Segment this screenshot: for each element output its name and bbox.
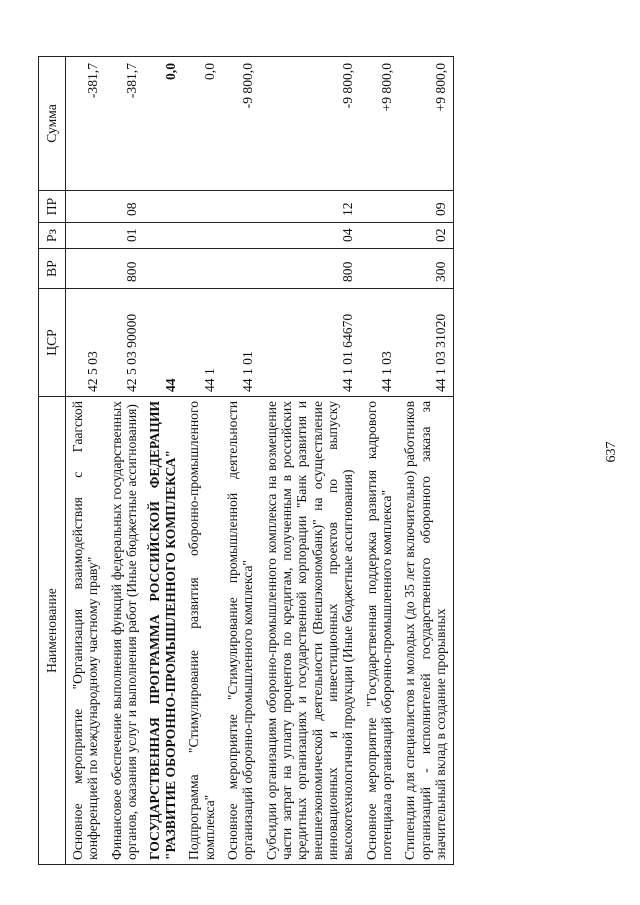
row-csr: 42 5 03 90000 xyxy=(105,289,144,397)
row-csr: 44 xyxy=(143,289,182,397)
table-row xyxy=(66,57,105,865)
row-rz: 01 xyxy=(105,223,144,249)
row-vr xyxy=(360,249,399,289)
row-name: Стипендии для специалистов и молодых (до 35 лет включительно) работников организаций - исполнителей государственного оборонного заказа за значительный вклад в создание прорывных xyxy=(398,397,453,865)
row-sum: -9 800,0 xyxy=(221,57,260,191)
header-name: Наименование xyxy=(39,397,66,865)
row-sum: -381,7 xyxy=(66,57,105,191)
row-name: Основное мероприятие "Организация взаимодействия с Гаагской конференцией по международному частному праву" xyxy=(66,397,105,865)
row-pr xyxy=(360,191,399,223)
row-vr: 300 xyxy=(398,249,453,289)
table-row xyxy=(260,57,360,865)
table-row xyxy=(143,57,182,865)
table-row xyxy=(105,57,144,865)
row-rz xyxy=(143,223,182,249)
row-vr: 800 xyxy=(105,249,144,289)
row-rz: 02 xyxy=(398,223,453,249)
row-rz xyxy=(221,223,260,249)
row-pr xyxy=(66,191,105,223)
row-sum: -381,7 xyxy=(105,57,144,191)
row-name: Субсидии организациям оборонно-промышленного комплекса на возмещение части затрат на уплату процентов по кредитам, полученным в российских кредитных организациях и государственной корпорации "Банк развития и внешнеэкономической деятельности (Внешэкономбанк)" на осуществление инновационных и инвестиционных проектов по выпуску высокотехнологичной продукции (Иные бюджетные ассигнования) xyxy=(260,397,360,865)
row-pr xyxy=(182,191,221,223)
table-row xyxy=(398,57,453,865)
row-vr xyxy=(143,249,182,289)
table-header-row xyxy=(39,57,66,865)
row-sum: -9 800,0 xyxy=(260,57,360,191)
row-csr: 44 1 03 31020 xyxy=(398,289,453,397)
row-name: Основное мероприятие "Стимулирование промышленной деятельности организаций оборонно-промышленного комплекса" xyxy=(221,397,260,865)
row-vr xyxy=(66,249,105,289)
row-pr: 09 xyxy=(398,191,453,223)
row-name: Основное мероприятие "Государственная поддержка развития кадрового потенциала организаций оборонно-промышленного комплекса" xyxy=(360,397,399,865)
row-vr xyxy=(221,249,260,289)
row-csr: 44 1 xyxy=(182,289,221,397)
header-sum: Сумма xyxy=(39,57,66,191)
row-rz xyxy=(182,223,221,249)
row-vr xyxy=(182,249,221,289)
row-rz xyxy=(360,223,399,249)
budget-table xyxy=(38,56,454,865)
row-pr: 12 xyxy=(260,191,360,223)
row-csr: 44 1 03 xyxy=(360,289,399,397)
row-name: Финансовое обеспечение выполнения функций федеральных государственных органов, оказания услуг и выполнения работ (Иные бюджетные ассигнования) xyxy=(105,397,144,865)
row-pr xyxy=(143,191,182,223)
row-sum: 0,0 xyxy=(182,57,221,191)
row-name: ГОСУДАРСТВЕННАЯ ПРОГРАММА РОССИЙСКОЙ ФЕДЕРАЦИИ "РАЗВИТИЕ ОБОРОННО-ПРОМЫШЛЕННОГО КОМПЛЕКСА" xyxy=(143,397,182,865)
header-pr: ПР xyxy=(39,191,66,223)
row-csr: 42 5 03 xyxy=(66,289,105,397)
header-vr: ВР xyxy=(39,249,66,289)
row-pr xyxy=(221,191,260,223)
table-row xyxy=(182,57,221,865)
table-row xyxy=(360,57,399,865)
budget-table-container xyxy=(38,57,586,865)
row-sum: +9 800,0 xyxy=(360,57,399,191)
page-number: 637 xyxy=(604,441,619,463)
row-csr: 44 1 01 xyxy=(221,289,260,397)
row-rz: 04 xyxy=(260,223,360,249)
row-vr: 800 xyxy=(260,249,360,289)
row-sum: +9 800,0 xyxy=(398,57,453,191)
row-sum: 0,0 xyxy=(143,57,182,191)
header-rz: Рз xyxy=(39,223,66,249)
table-row xyxy=(221,57,260,865)
row-pr: 08 xyxy=(105,191,144,223)
row-csr: 44 1 01 64670 xyxy=(260,289,360,397)
row-rz xyxy=(66,223,105,249)
header-csr: ЦСР xyxy=(39,289,66,397)
row-name: Подпрограмма "Стимулирование развития оборонно-промышленного комплекса" xyxy=(182,397,221,865)
